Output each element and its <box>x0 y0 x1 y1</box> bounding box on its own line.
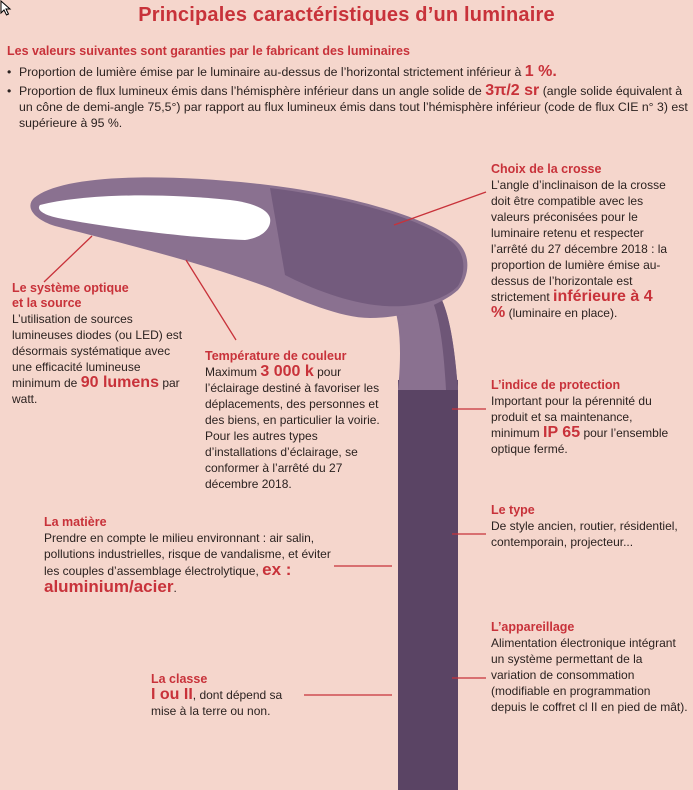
optique-heading-1: Le système optique <box>12 281 129 295</box>
temperature-highlight: 3 000 k <box>260 363 314 380</box>
temperature-body: pour l’éclairage destiné à favoriser les déplacements, des personnes et des biens, en particulier la voirie. Pour les autres types d’installations d’éclairage, se conformer à l’arrêté du 27 décembre 2018. <box>205 365 380 491</box>
bullet2-highlight: 3π/2 sr <box>485 82 540 99</box>
type-heading: Le type <box>491 503 535 517</box>
optique-heading-2: et la source <box>12 296 82 310</box>
leader-optique <box>44 236 92 282</box>
bullet1-highlight: 1 %. <box>524 63 557 80</box>
bullet2-text-after: (angle solide équivalent à un cône de demi-angle 75,5°) par rapport au flux lumineux émis dans tout l’hémisphère inférieur (code de flux CIE n° 3) est supérieure à 95 %. <box>19 84 688 130</box>
temperature-heading: Température de couleur <box>205 349 347 363</box>
crosse-body-after: (luminaire en place). <box>508 306 618 320</box>
protection-highlight: IP 65 <box>543 424 581 441</box>
matiere-heading: La matière <box>44 515 107 529</box>
callout-appareillage <box>491 620 689 715</box>
classe-heading: La classe <box>151 672 208 686</box>
temperature-prefix: Maximum <box>205 365 258 379</box>
callout-crosse <box>491 162 671 321</box>
classe-highlight: I ou II <box>151 686 193 703</box>
protection-body: Important pour la pérennité du produit et sa maintenance, minimum <box>491 394 652 440</box>
type-body: De style ancien, routier, résidentiel, contemporain, projecteur... <box>491 519 678 549</box>
leader-crosse <box>394 192 486 225</box>
callout-temperature <box>205 349 383 492</box>
subtitle: Les valeurs suivantes sont garanties par le fabricant des luminaires <box>7 44 410 58</box>
matiere-body: Prendre en compte le milieu environnant : air salin, pollutions industrielles, risque de vandalisme, et éviter les couples d’assemblage électrolytique, <box>44 531 331 578</box>
appareillage-body: Alimentation électronique intégrant un système permettant de la variation de consommation (modifiable en programmation depuis le coffret cl II en pied de mât). <box>491 636 688 714</box>
optique-body-after: par watt. <box>12 376 180 406</box>
bullet1-text: Proportion de lumière émise par le luminaire au-dessus de l’horizontal strictement inférieur à <box>19 65 522 79</box>
matiere-body-after: . <box>173 581 177 595</box>
optique-body: L’utilisation de sources lumineuses diodes (ou LED) est désormais systématique avec une efficacité lumineuse minimum de <box>12 312 183 390</box>
optique-highlight: 90 lumens <box>80 374 159 391</box>
callout-type <box>491 503 681 550</box>
protection-body-after: pour l’ensemble optique fermé. <box>491 426 669 456</box>
matiere-highlight: ex : aluminium/acier <box>44 560 292 596</box>
classe-body: , dont dépend sa mise à la terre ou non. <box>151 688 283 718</box>
callout-optique <box>12 281 187 407</box>
appareillage-heading: L’appareillage <box>491 620 575 634</box>
callout-classe <box>151 672 306 719</box>
crosse-highlight: inférieure à 4 % <box>491 288 653 321</box>
page-title: Principales caractéristiques d’un luminaire <box>138 4 555 26</box>
callout-matiere <box>44 515 334 596</box>
bullet2-text-before: Proportion de flux lumineux émis dans l’hémisphère inférieur dans un angle solide de <box>19 84 482 98</box>
crosse-body: L’angle d’inclinaison de la crosse doit être compatible avec les valeurs préconisées pour le luminaire retenu et respecter l’arrêté du 27 décembre 2018 : la proportion de lumière émise au-dessus de l’horizontale est strictement <box>491 178 668 304</box>
callout-protection <box>491 378 681 457</box>
protection-heading: L’indice de protection <box>491 378 621 392</box>
pole <box>398 380 458 790</box>
crosse-heading: Choix de la crosse <box>491 162 602 176</box>
